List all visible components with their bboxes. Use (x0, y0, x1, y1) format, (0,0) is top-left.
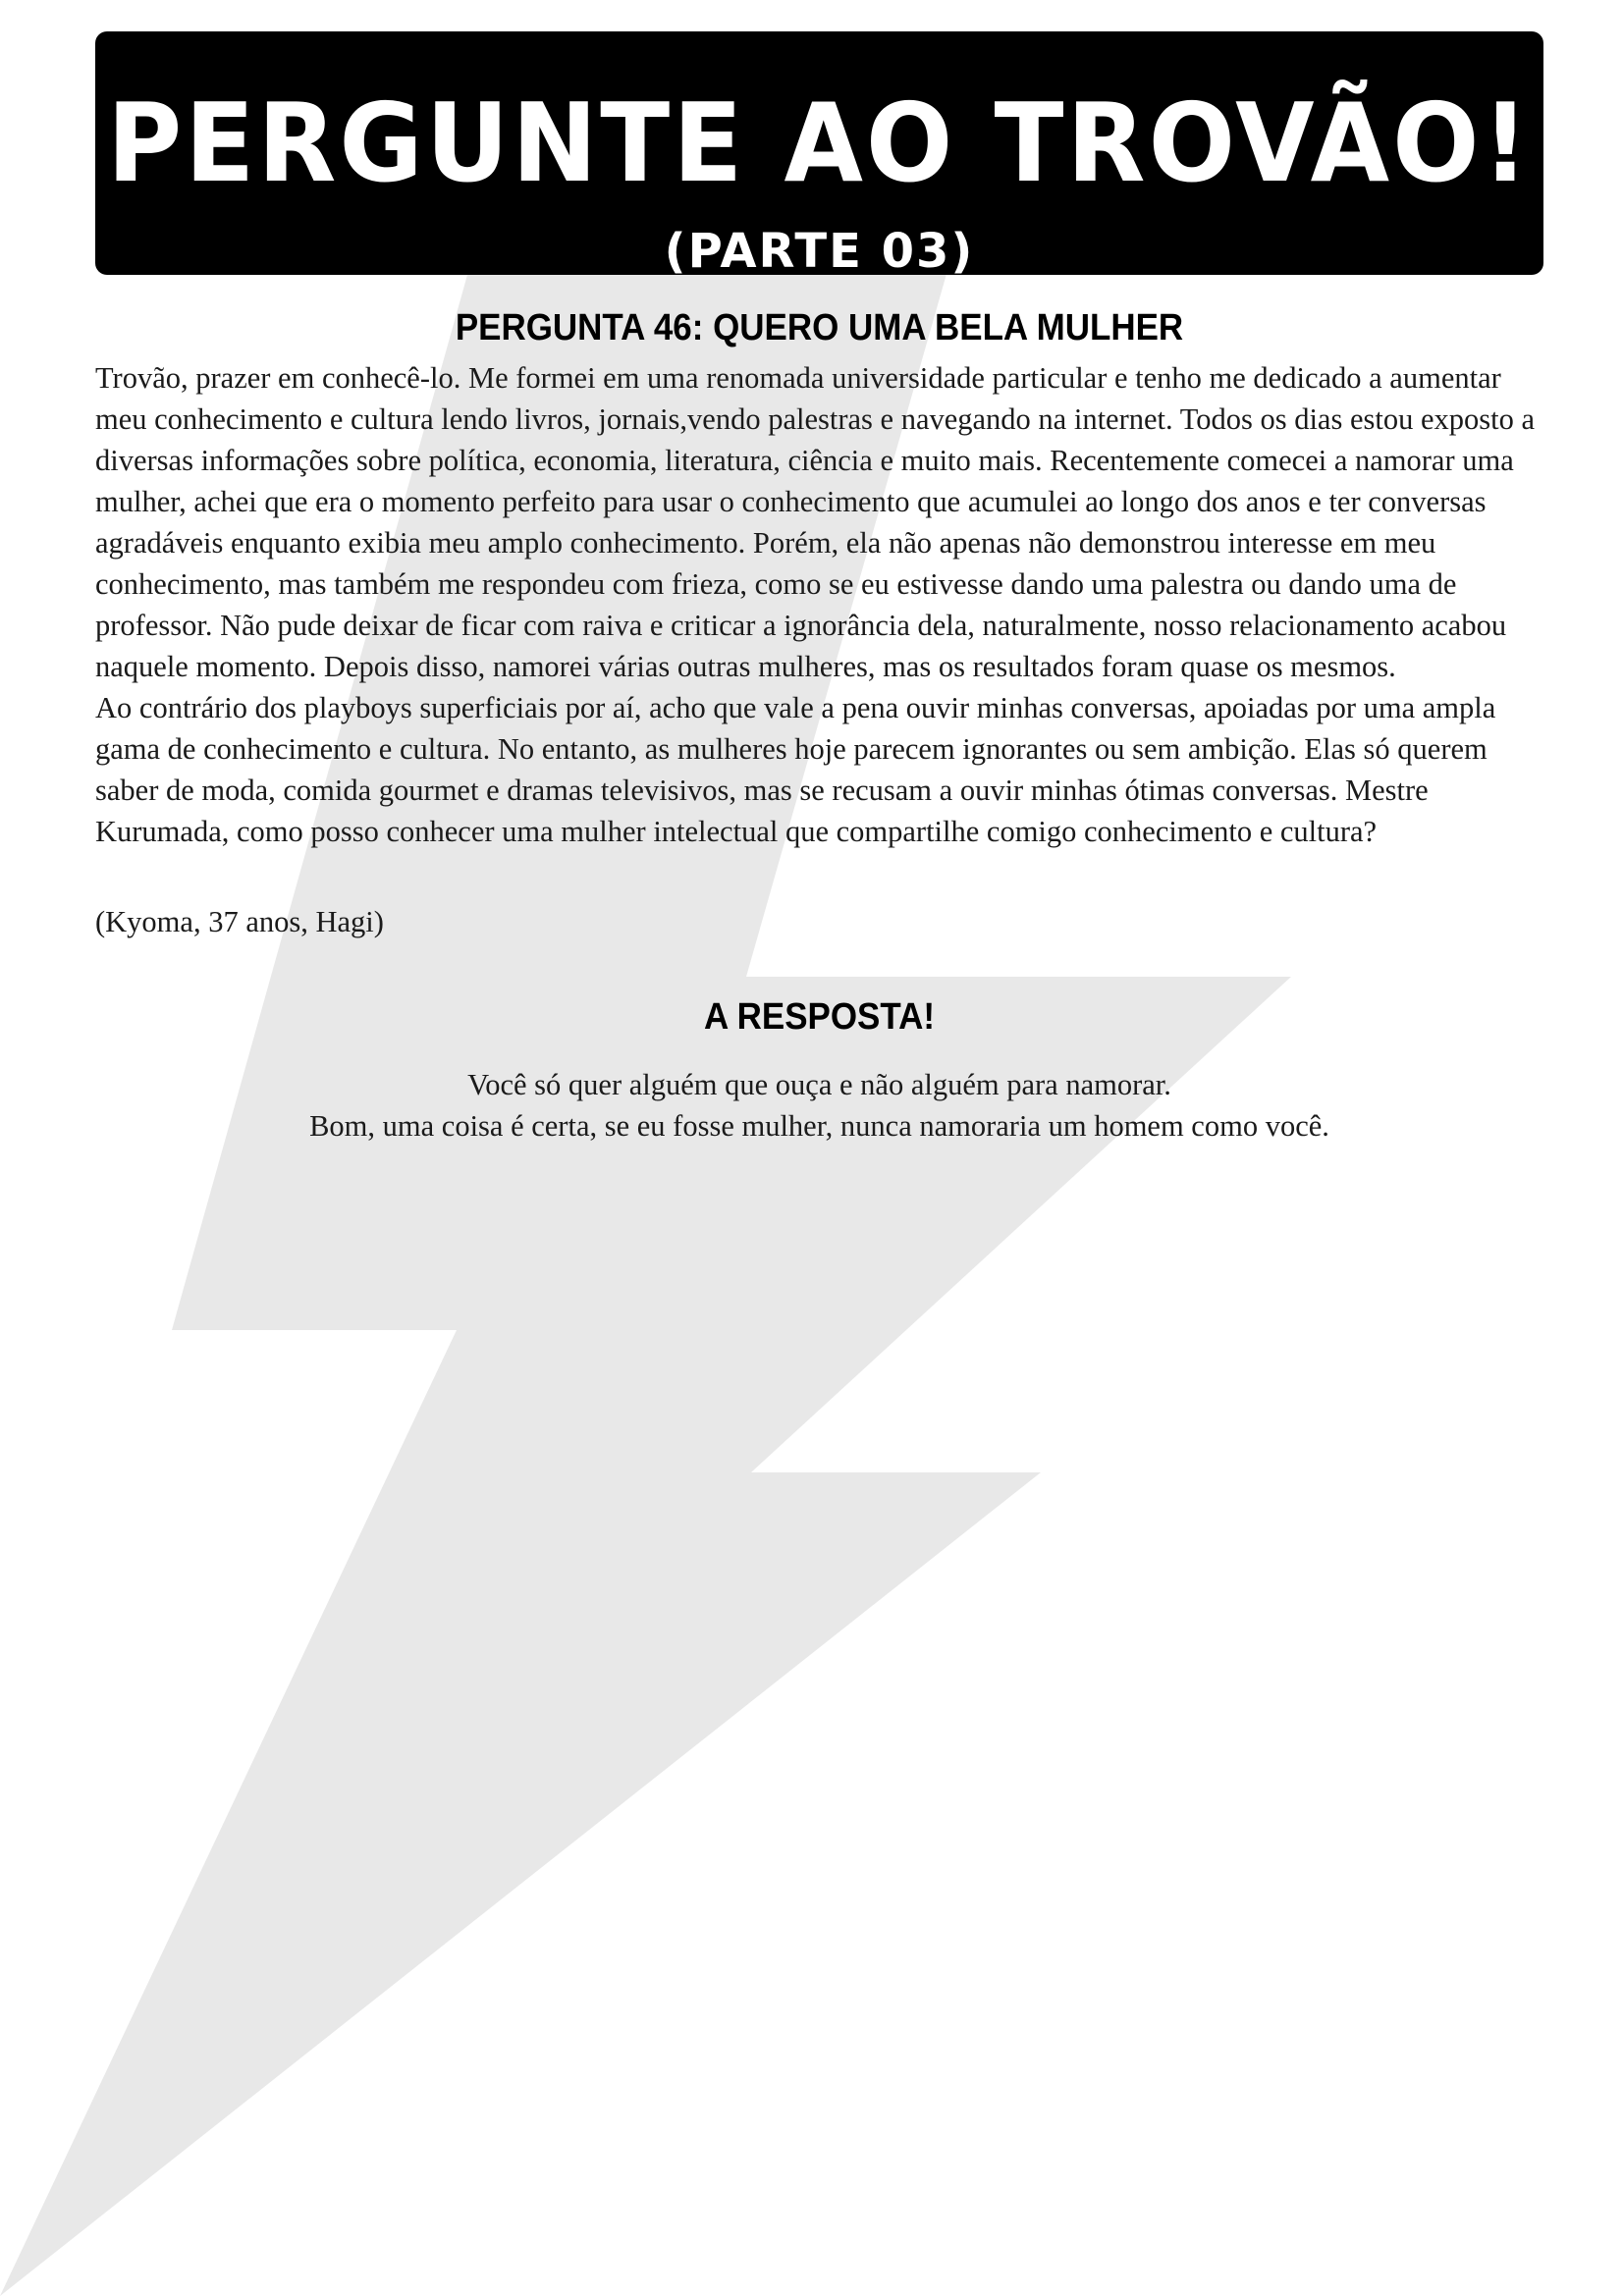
header-banner (95, 31, 1543, 279)
page-title: PERGUNTE AO TROVÃO! (107, 80, 1532, 207)
question-signature: (Kyoma, 37 anos, Hagi) (95, 905, 384, 938)
question-paragraph: Ao contrário dos playboys superficiais por aí, acho que vale a pena ouvir minhas conversas, apoiadas por uma ampla gama de conhecimento e cultura. No entanto, as mulheres hoje parecem ignorantes ou sem ambição. Elas só querem saber de moda, comida gourmet e dramas televisivos, mas se recusam a ouvir minhas ótimas conversas. Mestre Kurumada, como posso conhecer uma mulher intelectual que compartilhe comigo conhecimento e cultura? (95, 691, 1496, 848)
answer-line: Bom, uma coisa é certa, se eu fosse mulher, nunca namoraria um homem como você. (309, 1109, 1329, 1143)
answer-body (95, 1064, 1543, 1147)
question-body (95, 357, 1543, 852)
page-subtitle: (PARTE 03) (664, 224, 975, 279)
answer-line: Você só quer alguém que ouça e não alguém para namorar. (467, 1068, 1171, 1101)
question-paragraph: Trovão, prazer em conhecê-lo. Me formei em uma renomada universidade particular e tenho me dedicado a aumentar meu conhecimento e cultura lendo livros, jornais,vendo palestras e navegando na internet. Todos os dias estou exposto a diversas informações sobre política, economia, literatura, ciência e muito mais. Recentemente comecei a namorar uma mulher, achei que era o momento perfeito para usar o conhecimento que acumulei ao longo dos anos e ter conversas agradáveis enquanto exibia meu amplo conhecimento. Porém, ela não apenas não demonstrou interesse em meu conhecimento, mas também me respondeu com frieza, como se eu estivesse dando uma palestra ou dando uma de professor. Não pude deixar de ficar com raiva e criticar a ignorância dela, naturalmente, nosso relacionamento acabou naquele momento. Depois disso, namorei várias outras mulheres, mas os resultados foram quase os mesmos. (95, 361, 1535, 683)
question-title: PERGUNTA 46: QUERO UMA BELA MULHER (455, 307, 1184, 348)
article-content (95, 306, 1543, 1147)
answer-title: A RESPOSTA! (703, 996, 936, 1038)
